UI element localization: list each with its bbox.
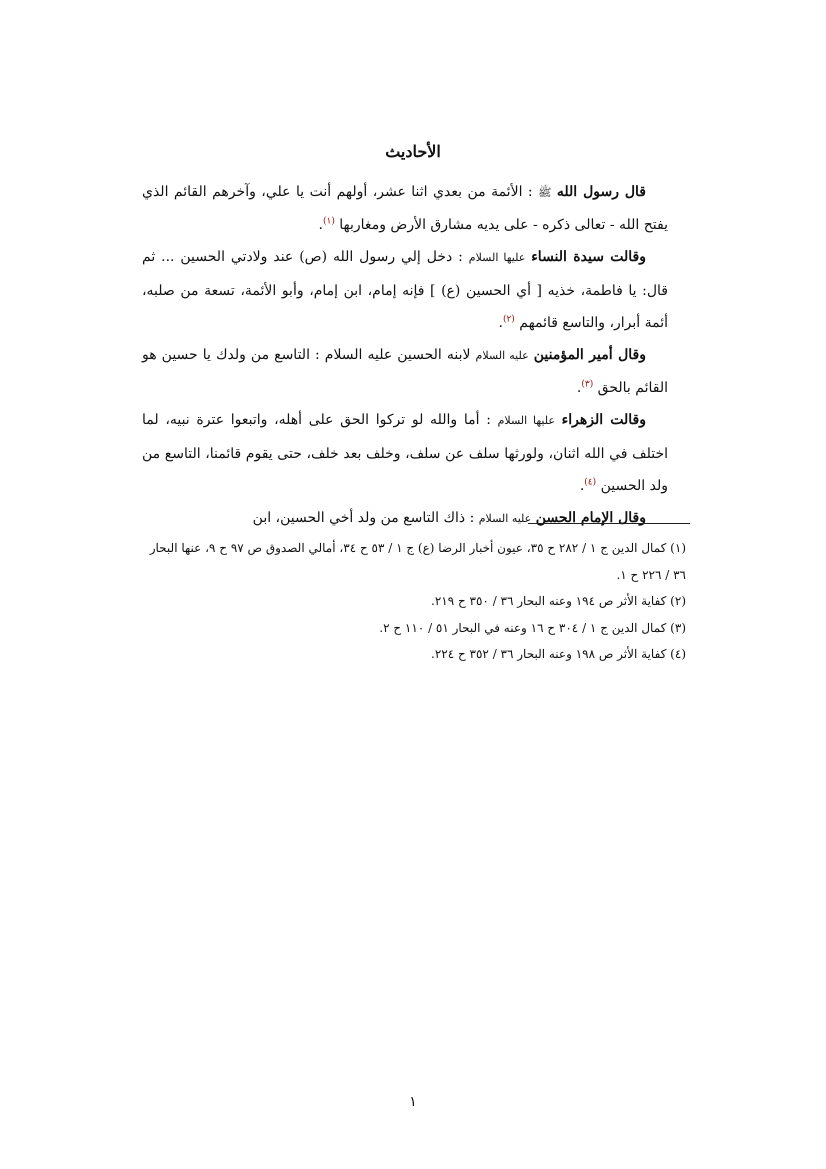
footnote-reference[interactable]: (٣) (581, 379, 594, 390)
page-title: الأحاديث (385, 142, 441, 161)
hadith-paragraph (142, 339, 668, 404)
speaker-name: وقالت سيدة النساء (531, 249, 646, 266)
footnote-reference[interactable]: (٤) (584, 477, 597, 488)
speaker-name: قال رسول الله (556, 184, 646, 200)
hadith-text: : أما والله لو تركوا الحق على أهله، واتبعوا عترة نبيه، لما اختلف في الله اثنان، ولورثها سلف عن سلف، وخلف بعد خلف، حتى يقوم قائمنا، التاسع من ولد الحسين (142, 412, 669, 494)
page-number: ١ (409, 1094, 417, 1110)
speaker-name: وقال أمير المؤمنين (533, 347, 646, 364)
hadith-paragraph (142, 502, 668, 535)
hadith-text: : ذاك التاسع من ولد أخي الحسين، ابن (252, 510, 479, 527)
honorific-mark: ﷺ (538, 186, 552, 199)
hadith-paragraph (142, 404, 668, 502)
speaker-name: وقال الإمام الحسن (535, 510, 646, 527)
footnote-item: (٣) كمال الدين ج ١ / ٣٠٤ ح ١٦ وعنه في البحار ٥١ / ١١٠ ح ٢. (379, 620, 686, 635)
footnote-item: (١) كمال الدين ج ١ / ٢٨٢ ح ٣٥، عيون أخبار الرضا (ع) ج ١ / ٥٣ ح ٣٤، أمالي الصدوق ص ٩٧ ح ٩، عنها البحار ٣٦ / ٢٢٦ ح ١. (149, 541, 686, 582)
hadith-paragraph (142, 176, 668, 241)
main-text (142, 176, 668, 535)
paragraph-end: . (498, 314, 503, 331)
honorific-mark: عليه السلام (478, 512, 532, 526)
honorific-mark: عليها السلام (497, 414, 555, 428)
paragraph-end: . (318, 217, 323, 234)
honorific-mark: عليها السلام (468, 251, 526, 265)
hadith-text: : دخل إلي رسول الله (ص) عند ولادتي الحسين ... ثم قال: يا فاطمة، خذيه [ أي الحسين (ع) ] فإنه إمام، ابن إمام، وأبو الأئمة، تسعة من صلبه، أئمة أبرار، والتاسع قائمهم (142, 249, 668, 331)
honorific-mark: عليه السلام (475, 349, 529, 363)
footnotes (142, 535, 686, 668)
footnote-separator (528, 523, 690, 524)
hadith-text: لابنه الحسين عليه السلام : التاسع من ولدك يا حسين هو القائم بالحق (142, 347, 668, 397)
hadith-paragraph (142, 241, 668, 339)
footnote-reference[interactable]: (٢) (502, 314, 515, 325)
footnote-reference[interactable]: (١) (322, 216, 335, 227)
footnote-item: (٢) كفاية الأثر ص ١٩٤ وعنه البحار ٣٦ / ٣٥٠ ح ٢١٩. (430, 594, 686, 608)
speaker-name: وقالت الزهراء (561, 412, 646, 429)
footnote-item: (٤) كفاية الأثر ص ١٩٨ وعنه البحار ٣٦ / ٣٥٢ ح ٢٢٤. (430, 647, 686, 661)
paragraph-end: . (576, 380, 582, 397)
paragraph-end: . (579, 477, 585, 494)
hadith-text: : الأئمة من بعدي اثنا عشر، أولهم أنت يا علي، وآخرهم القائم الذي يفتح الله - تعالى ذكره - على يديه مشارق الأرض ومغاربها (142, 184, 668, 234)
